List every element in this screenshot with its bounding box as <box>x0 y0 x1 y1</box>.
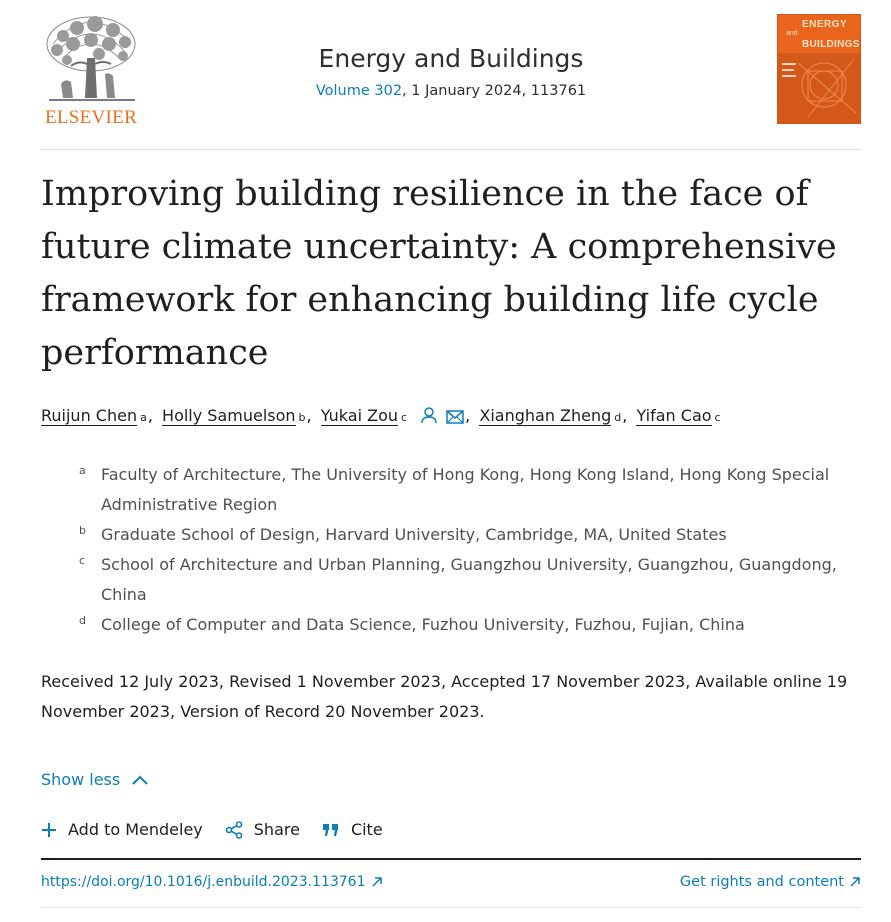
share-label: Share <box>253 820 300 839</box>
person-icon[interactable] <box>420 406 438 424</box>
chevron-up-icon <box>131 774 149 786</box>
add-to-mendeley-label: Add to Mendeley <box>68 820 203 839</box>
quote-icon <box>322 822 340 838</box>
journal-cover-image[interactable] <box>777 14 861 124</box>
journal-info <box>201 43 701 99</box>
affiliation-item: d College of Computer and Data Science, Fuzhou University, Fuzhou, Fujian, China <box>79 614 745 634</box>
cite-button[interactable] <box>322 820 383 839</box>
author-link[interactable]: Yifan Cao c <box>636 406 721 425</box>
get-rights-link[interactable] <box>680 874 861 890</box>
article-actions <box>41 820 405 839</box>
add-to-mendeley-button[interactable] <box>41 820 203 839</box>
journal-title-link[interactable]: Energy and Buildings <box>318 44 584 73</box>
author-link[interactable]: Yukai Zou c <box>320 406 408 425</box>
elsevier-logo[interactable] <box>41 14 141 126</box>
affiliation-item: b Graduate School of Design, Harvard University, Cambridge, MA, United States <box>79 524 727 544</box>
plus-icon <box>41 822 57 838</box>
volume-link[interactable]: Volume 302 <box>315 83 403 99</box>
article-header <box>41 12 861 150</box>
issue-date-article-number: , 1 January 2024, 113761 <box>402 83 587 99</box>
journal-issue-info <box>201 83 701 99</box>
doi-link[interactable] <box>41 874 383 890</box>
author-link[interactable]: Holly Samuelson b <box>162 406 306 425</box>
article-title: Improving building resilience in the face of future climate uncertainty: A comprehensive framework for enhancing building life cycle performance <box>41 174 837 373</box>
share-button[interactable] <box>225 820 300 839</box>
cover-title-word1: ENERGY <box>802 19 848 30</box>
affiliation-list <box>41 460 861 640</box>
affiliation-item: a Faculty of Architecture, The University of Hong Kong, Hong Kong Island, Hong Kong Special Administrative Region <box>79 464 830 514</box>
author-link[interactable]: Xianghan Zheng d <box>479 406 622 425</box>
cover-art-icon <box>778 43 860 123</box>
show-less-button[interactable] <box>41 770 149 789</box>
show-less-label: Show less <box>41 770 121 789</box>
external-link-icon <box>849 876 861 888</box>
share-icon <box>225 821 243 839</box>
header-divider <box>41 149 861 150</box>
bottom-divider <box>41 907 861 908</box>
external-link-icon <box>371 876 383 888</box>
tree-logo-icon <box>43 14 139 106</box>
author-list: Ruijun Chen a , Holly Samuelson b , Yukai Zou c , Xianghan Zheng d , Yifan Cao c <box>41 406 721 425</box>
publication-history: Received 12 July 2023, Revised 1 November 2023, Accepted 17 November 2023, Available online 19 November 2023, Version of Record 20 November 2023. <box>41 672 848 721</box>
cite-label: Cite <box>350 820 383 839</box>
cover-title-word2: BUILDINGS <box>802 39 860 50</box>
cover-and: and <box>786 30 798 37</box>
actions-divider <box>41 858 861 860</box>
affiliation-item: c School of Architecture and Urban Planning, Guangzhou University, Guangzhou, Guangdong, China <box>79 554 837 604</box>
publisher-name: ELSEVIER <box>44 107 138 128</box>
get-rights-label: Get rights and content <box>679 874 844 890</box>
author-link[interactable]: Ruijun Chen a <box>41 406 147 425</box>
email-icon[interactable] <box>446 410 464 424</box>
doi-link-label: https://doi.org/10.1016/j.enbuild.2023.113761 <box>41 874 366 890</box>
